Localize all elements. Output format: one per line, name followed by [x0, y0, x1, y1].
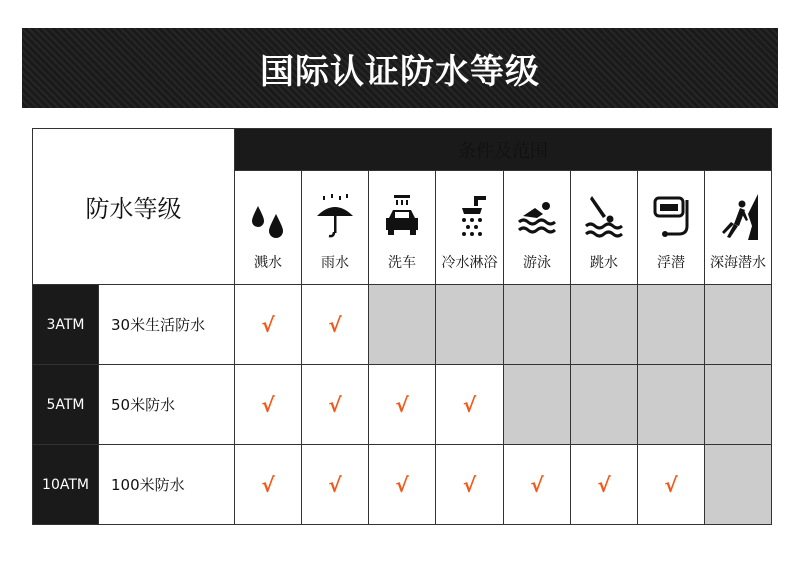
check-mark-icon: √ [664, 472, 678, 497]
unsupported-cell [571, 365, 638, 445]
car-wash-icon [382, 192, 422, 242]
condition-label: 跳水 [590, 254, 618, 271]
supported-cell [571, 445, 638, 525]
check-mark-icon: √ [261, 312, 275, 337]
snorkel-mask-icon [651, 192, 691, 242]
supported-cell [302, 445, 369, 525]
level-description: 100米防水 [99, 445, 235, 525]
level-code: 3ATM [33, 285, 99, 365]
condition-label: 浮潜 [657, 254, 685, 271]
water-drops-icon [248, 192, 288, 242]
unsupported-cell [705, 285, 772, 365]
condition-label: 深海潜水 [710, 254, 766, 271]
check-mark-icon: √ [462, 392, 477, 417]
check-mark-icon: √ [328, 472, 342, 497]
condition-1 [235, 171, 302, 285]
supported-cell [235, 285, 302, 365]
diving-icon [584, 192, 624, 242]
condition-5 [504, 171, 571, 285]
check-mark-icon: √ [597, 472, 611, 497]
condition-label: 洗车 [388, 254, 416, 271]
supported-cell [436, 365, 504, 445]
shower-icon [450, 192, 490, 242]
unsupported-cell [705, 445, 772, 525]
scuba-diver-icon [718, 192, 758, 242]
condition-3 [369, 171, 436, 285]
unsupported-cell [638, 365, 705, 445]
supported-cell [302, 285, 369, 365]
check-mark-icon: √ [261, 392, 275, 417]
level-code: 10ATM [33, 445, 99, 525]
condition-4 [436, 171, 504, 285]
supported-cell [504, 445, 571, 525]
condition-label: 冷水淋浴 [441, 254, 498, 271]
condition-label: 雨水 [321, 254, 349, 271]
check-mark-icon: √ [261, 472, 275, 497]
level-description: 30米生活防水 [99, 285, 235, 365]
rating-corner-label: 防水等级 [33, 129, 235, 285]
title-banner [22, 28, 778, 108]
condition-label: 游泳 [523, 254, 551, 271]
unsupported-cell [571, 285, 638, 365]
check-mark-icon: √ [395, 392, 409, 417]
supported-cell [369, 365, 436, 445]
supported-cell [302, 365, 369, 445]
waterproof-rating-table [32, 128, 772, 525]
conditions-header: 条件及范围 [235, 129, 772, 171]
unsupported-cell [705, 365, 772, 445]
unsupported-cell [638, 285, 705, 365]
check-mark-icon: √ [328, 392, 342, 417]
unsupported-cell [504, 285, 571, 365]
condition-8 [705, 171, 772, 285]
level-code: 5ATM [33, 365, 99, 445]
supported-cell [369, 445, 436, 525]
supported-cell [235, 365, 302, 445]
check-mark-icon: √ [328, 312, 342, 337]
unsupported-cell [369, 285, 436, 365]
page-title: 国际认证防水等级 [260, 51, 540, 92]
check-mark-icon: √ [395, 472, 409, 497]
condition-6 [571, 171, 638, 285]
condition-label: 溅水 [254, 254, 282, 271]
supported-cell [235, 445, 302, 525]
unsupported-cell [436, 285, 504, 365]
unsupported-cell [504, 365, 571, 445]
level-description: 50米防水 [99, 365, 235, 445]
condition-2 [302, 171, 369, 285]
check-mark-icon: √ [530, 472, 544, 497]
supported-cell [436, 445, 504, 525]
supported-cell [638, 445, 705, 525]
check-mark-icon: √ [462, 472, 477, 497]
condition-7 [638, 171, 705, 285]
swimming-icon [517, 192, 557, 242]
umbrella-rain-icon [315, 192, 355, 242]
